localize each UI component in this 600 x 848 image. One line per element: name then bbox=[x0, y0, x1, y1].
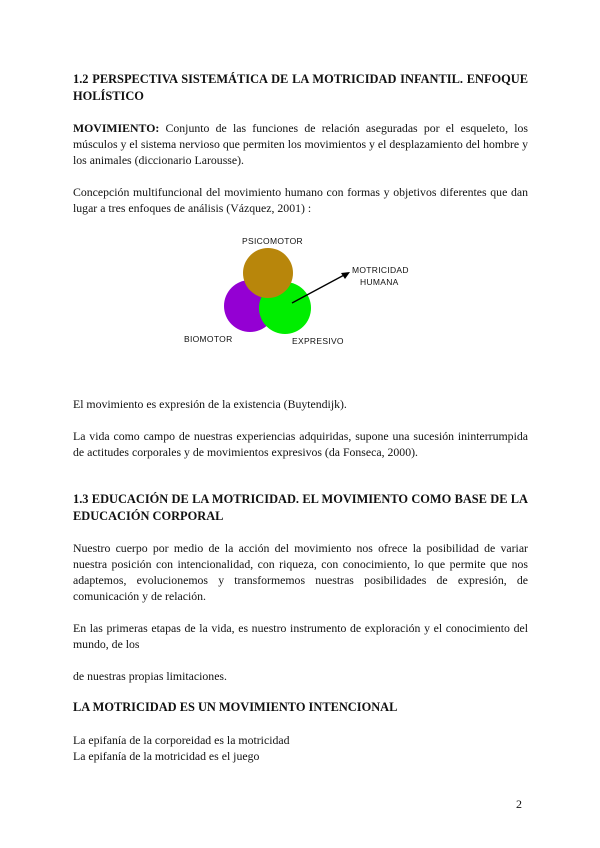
psicomotor-label: PSICOMOTOR bbox=[242, 236, 303, 246]
motricidad-intencional-heading: LA MOTRICIDAD ES UN MOVIMIENTO INTENCIONAL bbox=[73, 700, 398, 714]
movimiento-definition-text: Conjunto de las funciones de relación aseguradas por el esqueleto, los músculos y el sistema nervioso que permiten los movimientos y el desplazamiento del hombre y los animales (diccionario Larousse). bbox=[73, 121, 528, 167]
motricidad-label-line1: MOTRICIDAD bbox=[352, 265, 409, 275]
page-number: 2 bbox=[516, 797, 522, 811]
psicomotor-circle bbox=[243, 248, 293, 298]
limitaciones-line: de nuestras propias limitaciones. bbox=[73, 669, 227, 683]
epifania-motricidad-line: La epifanía de la motricidad es el juego bbox=[73, 749, 260, 763]
movimiento-term: MOVIMIENTO: bbox=[73, 121, 160, 135]
movimiento-definition bbox=[73, 120, 528, 168]
section-heading-1-2: 1.2 PERSPECTIVA SISTEMÁTICA DE LA MOTRICIDAD INFANTIL. ENFOQUE HOLÍSTICO bbox=[73, 72, 528, 103]
expresivo-label: EXPRESIVO bbox=[292, 336, 344, 346]
fonseca-quote: La vida como campo de nuestras experiencias adquiridas, supone una sucesión ininterrumpida de actitudes corporales y de movimientos expresivos (da Fonseca, 2000). bbox=[73, 429, 528, 459]
epifania-corporeidad-line: La epifanía de la corporeidad es la motricidad bbox=[73, 733, 290, 747]
biomotor-label: BIOMOTOR bbox=[184, 334, 233, 344]
buytendijk-quote: El movimiento es expresión de la existencia (Buytendijk). bbox=[73, 397, 347, 411]
primeras-etapas-paragraph: En las primeras etapas de la vida, es nuestro instrumento de exploración y el conocimiento del mundo, de los bbox=[73, 621, 528, 651]
cuerpo-paragraph: Nuestro cuerpo por medio de la acción del movimiento nos ofrece la posibilidad de variar nuestra posición con intencionalidad, con riqueza, con conocimiento, lo que permite que nos adaptemos, evolucionemos y transformemos nuestras posibilidades de expresión, de comunicación y de relación. bbox=[73, 541, 528, 603]
motricidad-label-line2: HUMANA bbox=[360, 277, 399, 287]
motricity-diagram bbox=[170, 232, 450, 357]
section-heading-1-3: 1.3 EDUCACIÓN DE LA MOTRICIDAD. EL MOVIMIENTO COMO BASE DE LA EDUCACIÓN CORPORAL bbox=[73, 492, 528, 523]
concepcion-paragraph: Concepción multifuncional del movimiento humano con formas y objetivos diferentes que dan lugar a tres enfoques de análisis (Vázquez, 2001) : bbox=[73, 185, 528, 215]
